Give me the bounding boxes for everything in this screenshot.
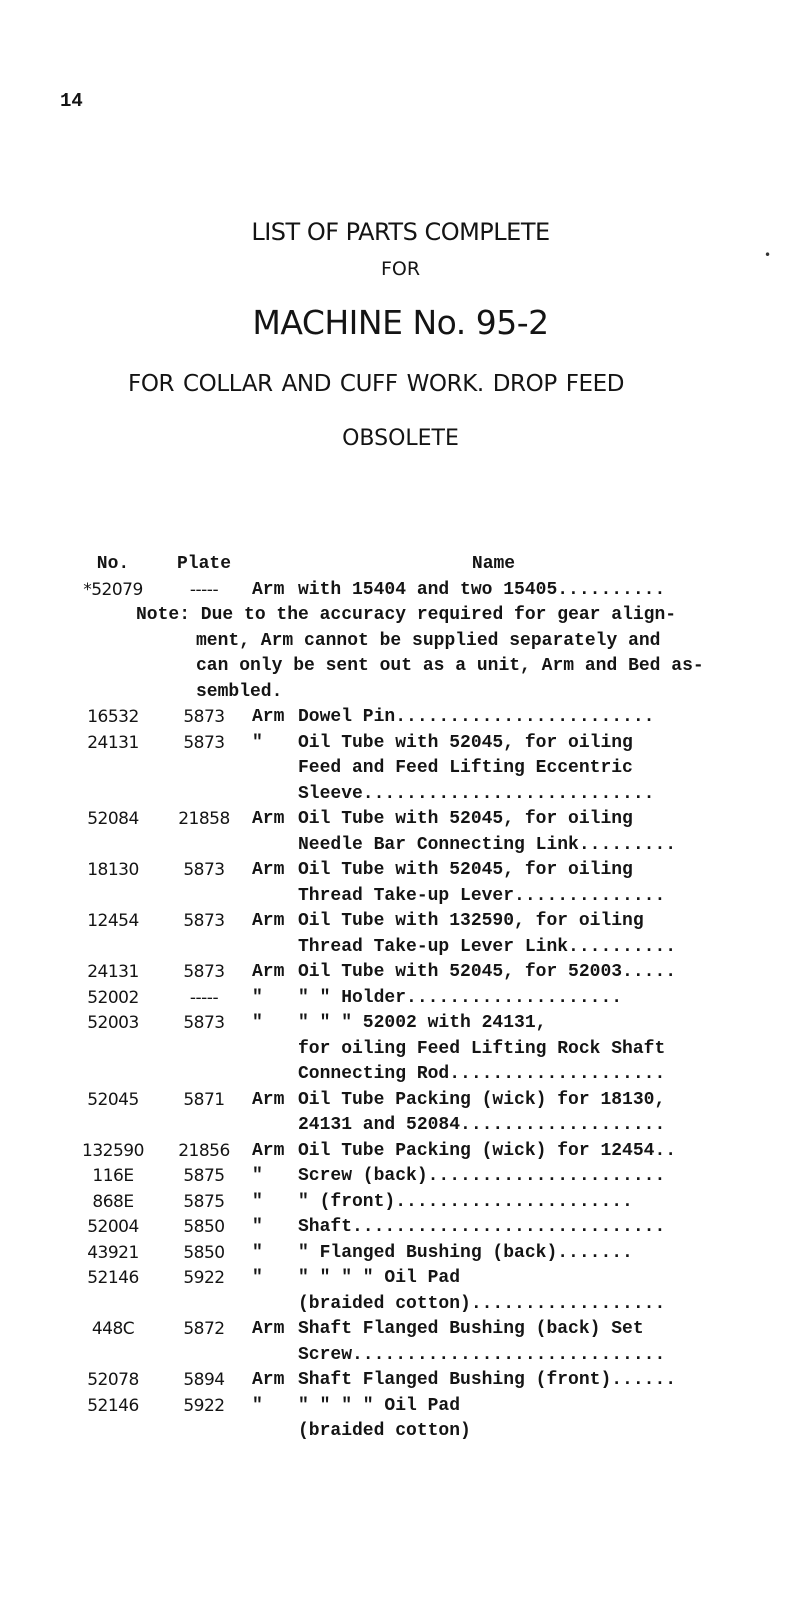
part-number: 18130 (87, 860, 139, 880)
part-name: " " " " Oil Pad (298, 1395, 461, 1416)
table-row-continuation (70, 1113, 735, 1139)
name-prefix: " (252, 1242, 263, 1263)
table-row-continuation (70, 1419, 735, 1445)
continuation-indent (70, 935, 298, 961)
name-prefix: Arm (252, 962, 285, 982)
table-row (70, 1266, 735, 1292)
plate-number: 5873 (183, 962, 225, 982)
part-number: 52004 (87, 1217, 139, 1237)
continuation-indent (70, 1292, 298, 1318)
part-name-continued: Feed and Feed Lifting Eccentric (298, 758, 633, 778)
part-name: Oil Tube Packing (wick) for 18130, (298, 1089, 666, 1110)
name-prefix: " (252, 987, 263, 1008)
plate-number: 5873 (183, 707, 225, 727)
table-row (70, 1368, 735, 1394)
part-number: 52146 (87, 1395, 139, 1416)
plate-number: 5873 (183, 1013, 225, 1033)
name-prefix: " (252, 1395, 263, 1416)
part-number: 52146 (87, 1268, 139, 1288)
continuation-indent (70, 756, 298, 782)
note-indent (70, 680, 196, 706)
part-name: Shaft Flanged Bushing (back) Set (298, 1319, 644, 1339)
note-line (70, 603, 735, 629)
name-prefix: Arm (252, 1370, 285, 1390)
machine-subtitle: FOR COLLAR AND CUFF WORK. DROP FEED (128, 371, 625, 397)
table-row (70, 909, 735, 935)
table-row (70, 1139, 735, 1165)
part-name: Oil Tube with 52045, for oiling (298, 732, 633, 753)
name-prefix: Arm (252, 860, 285, 880)
continuation-indent (70, 1113, 298, 1139)
name-prefix: Arm (252, 809, 285, 829)
table-row-continuation (70, 1343, 735, 1369)
continuation-indent (70, 782, 298, 808)
plate-number: 5922 (183, 1395, 225, 1416)
note-indent (70, 629, 196, 655)
name-prefix: " (252, 1191, 263, 1212)
part-number: 12454 (87, 911, 139, 931)
header-no: No. (96, 554, 130, 574)
part-name: " Flanged Bushing (back)....... (298, 1242, 633, 1263)
note-text: ment, Arm cannot be supplied separately and (196, 630, 661, 651)
table-row (70, 705, 735, 731)
table-row (70, 1011, 735, 1037)
part-number: 16532 (87, 707, 139, 727)
note-line (70, 680, 735, 706)
note-text: sembled. (196, 681, 283, 702)
name-prefix: Arm (252, 579, 285, 600)
table-row (70, 731, 735, 757)
part-name: Oil Tube with 52045, for 52003..... (298, 962, 677, 982)
continuation-indent (70, 1037, 298, 1063)
part-name: Oil Tube with 52045, for oiling (298, 809, 633, 829)
part-number: 52078 (87, 1370, 139, 1390)
list-title-for: FOR (380, 258, 421, 280)
header-plate: Plate (176, 554, 231, 574)
plate-number: 5872 (183, 1319, 225, 1339)
plate-number: 21858 (178, 809, 230, 829)
table-row (70, 1190, 735, 1216)
part-name: " " " 52002 with 24131, (298, 1013, 547, 1033)
note-indent (70, 603, 136, 629)
part-name: Shaft............................. (298, 1217, 666, 1237)
part-name-continued: Thread Take-up Lever.............. (298, 885, 666, 906)
part-number: 24131 (87, 962, 139, 982)
part-number: 52002 (87, 987, 139, 1008)
part-name-continued: Sleeve........................... (298, 783, 655, 804)
table-row-continuation (70, 782, 735, 808)
table-row-continuation (70, 1037, 735, 1063)
plate-number: 5894 (183, 1370, 225, 1390)
parts-rows (70, 578, 735, 1445)
name-prefix: " (252, 1268, 263, 1288)
continuation-indent (70, 1343, 298, 1369)
part-name: " " Holder.................... (298, 987, 623, 1008)
part-name: Oil Tube Packing (wick) for 12454.. (298, 1140, 677, 1161)
table-row (70, 578, 735, 604)
part-number: 132590 (82, 1140, 144, 1161)
machine-title: MACHINE No. 95-2 (252, 303, 549, 342)
table-row (70, 807, 735, 833)
part-number: 448C (91, 1319, 135, 1339)
part-name: with 15404 and two 15405.......... (298, 579, 666, 600)
table-row-continuation (70, 756, 735, 782)
plate-number: 5922 (183, 1268, 225, 1288)
name-prefix: " (252, 1217, 263, 1237)
plate-number: 5875 (183, 1166, 225, 1186)
continuation-indent (70, 884, 298, 910)
plate-number: 21856 (178, 1140, 230, 1161)
name-prefix: Arm (252, 1089, 285, 1110)
plate-number: ----- (189, 579, 219, 600)
table-row (70, 1215, 735, 1241)
part-number: 24131 (87, 732, 139, 753)
part-name-continued: (braided cotton) (298, 1421, 471, 1441)
part-name: Oil Tube with 132590, for oiling (298, 911, 644, 931)
name-prefix: Arm (252, 1319, 285, 1339)
table-row-continuation (70, 1062, 735, 1088)
name-prefix: " (252, 1166, 263, 1186)
part-number: 43921 (87, 1242, 139, 1263)
part-name: " " " " Oil Pad (298, 1268, 461, 1288)
table-row (70, 858, 735, 884)
part-number: 52045 (87, 1089, 139, 1110)
header-name: Name (471, 554, 516, 574)
note-text: can only be sent out as a unit, Arm and Bed as- (196, 656, 704, 676)
name-prefix: Arm (252, 911, 285, 931)
part-number: *52079 (83, 579, 143, 600)
plate-number: 5873 (183, 860, 225, 880)
part-name: Shaft Flanged Bushing (front)...... (298, 1370, 677, 1390)
obsolete-label: OBSOLETE (342, 426, 459, 451)
note-line (70, 654, 735, 680)
margin-mark: • (764, 248, 772, 262)
part-name: Screw (back)...................... (298, 1166, 666, 1186)
part-number: 868E (92, 1191, 134, 1212)
table-row-continuation (70, 935, 735, 961)
table-row (70, 1317, 735, 1343)
plate-number: ----- (189, 987, 219, 1008)
table-row (70, 1241, 735, 1267)
part-name-continued: Connecting Rod.................... (298, 1064, 666, 1084)
part-name-continued: Screw............................. (298, 1344, 666, 1365)
part-number: 52084 (87, 809, 139, 829)
plate-number: 5873 (183, 911, 225, 931)
part-name: Oil Tube with 52045, for oiling (298, 860, 633, 880)
name-prefix: " (252, 1013, 263, 1033)
table-row (70, 986, 735, 1012)
part-name-continued: for oiling Feed Lifting Rock Shaft (298, 1038, 666, 1059)
table-row (70, 1164, 735, 1190)
continuation-indent (70, 1062, 298, 1088)
plate-number: 5873 (183, 732, 225, 753)
part-name: Dowel Pin........................ (298, 707, 655, 727)
plate-number: 5850 (183, 1217, 225, 1237)
table-row (70, 960, 735, 986)
plate-number: 5875 (183, 1191, 225, 1212)
name-prefix: " (252, 732, 263, 753)
note-text: Note: Due to the accuracy required for gear align- (136, 605, 677, 625)
part-name-continued: Thread Take-up Lever Link.......... (298, 936, 677, 957)
part-name-continued: 24131 and 52084................... (298, 1115, 666, 1135)
part-number: 52003 (87, 1013, 139, 1033)
note-line (70, 629, 735, 655)
parts-table (70, 552, 735, 1445)
plate-number: 5871 (183, 1089, 225, 1110)
table-row (70, 1394, 735, 1420)
page-number: 14 (60, 90, 83, 112)
name-prefix: Arm (252, 1140, 285, 1161)
list-title: LIST OF PARTS COMPLETE (251, 218, 550, 246)
part-number: 116E (92, 1166, 134, 1186)
table-header (70, 552, 735, 578)
name-prefix: Arm (252, 707, 285, 727)
table-row-continuation (70, 833, 735, 859)
part-name: " (front)...................... (298, 1191, 633, 1212)
table-row (70, 1088, 735, 1114)
part-name-continued: Needle Bar Connecting Link......... (298, 834, 677, 855)
table-row-continuation (70, 884, 735, 910)
continuation-indent (70, 1419, 298, 1445)
plate-number: 5850 (183, 1242, 225, 1263)
continuation-indent (70, 833, 298, 859)
table-row-continuation (70, 1292, 735, 1318)
note-indent (70, 654, 196, 680)
part-name-continued: (braided cotton).................. (298, 1293, 666, 1314)
